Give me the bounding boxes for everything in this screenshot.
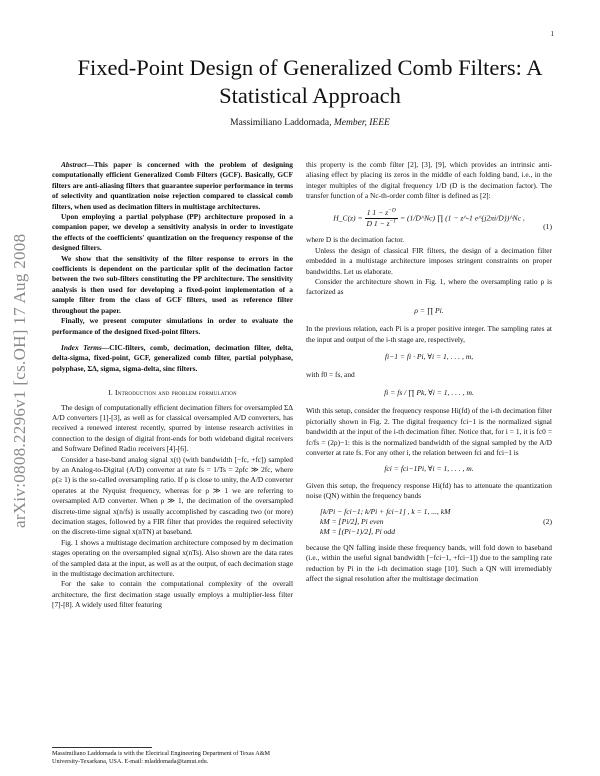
right-paragraph-9: because the QN falling inside these frequency bands, will fold down to baseband (i.e., within the useful signal bandwidth [−fci−1, +fci−1]) due to the sampling rate reduction by Pi in the i-th decimation stage [10]. Such a QN will irremediably affect the signal resolution after the multistage decimation — [306, 542, 552, 583]
right-paragraph-1: this property is the comb filter [2], [3], [9], which provides an intrinsic anti-aliasing effect by placing its zeros in the middle of each folding band, i.e., in the integer multiples of the digital frequency 1/D (D is the decimation factor). The transfer function of a Nc-th-order comb filter is defined as [2]: — [306, 160, 552, 201]
right-column — [306, 160, 552, 584]
intro-paragraph-1: The design of computationally efficient decimation filters for oversampled ΣΔ A/D converters [1]-[3], as well as for classical oversampled A/D converters, has received a renewed interest recently, spurred by intense research activities in connection to the design of digital front-ends for both wideband digital receivers and Software Defined Radio receivers [4]-[6]. — [52, 402, 293, 454]
abstract-paragraph-4: Finally, we present computer simulations in order to evaluate the performance of the designed fixed-point filters. — [52, 316, 293, 336]
paper-title: Fixed-Point Design of Generalized Comb Filters: A Statistical Approach — [77, 55, 543, 108]
equation-fc: fci = fci−1Pi, ∀i = 1, . . . , m. — [384, 464, 474, 474]
equation-rho: ρ = ∏ Pi. — [414, 305, 444, 315]
intro-paragraph-3: Fig. 1 shows a multistage decimation architecture composed by m decimation stages operating on the oversampled signal x(nTs). Also shown are the data rates of the sampled data at the input, as well as at the output, of each decimation stage in the multistage decimation architecture. — [52, 537, 293, 579]
author-line — [40, 118, 580, 128]
equation-1-number: (1) — [543, 221, 552, 231]
equation-fi: fi = fs / ∏ Pk, ∀i = 1, . . . , m. — [384, 387, 474, 397]
footnote: Massimiliano Laddomada is with the Electrical Engineering Department of Texas A&M University-Texarkana, USA. E-mail: mladdomada@tamut.edu. — [52, 750, 271, 765]
right-paragraph-5: In the previous relation, each Pi is a proper positive integer. The sampling rates at the input and output of the i-th stage are, respectively, — [306, 324, 552, 344]
index-terms-label: Index Terms — [61, 342, 102, 352]
intro-paragraph-4: For the sake to contain the computational complexity of the overall architecture, the first decimation stage usually employs a multiplier-less filter [7]-[8]. A widely used filter featuring — [52, 579, 293, 610]
equation-2 — [306, 507, 552, 538]
abstract-paragraph-2: Upon employing a partial polyphase (PP) architecture proposed in a companion paper, we develop a sensitivity analysis in order to investigate the effects of the coefficients' quantization on the frequency response of the designed filters. — [52, 212, 293, 253]
author-role: Member, IEEE — [333, 118, 390, 128]
equation-1-fraction: $\frac{1 1 - z^{-D}}{D 1 - z^{-1}}$ — [366, 207, 397, 229]
right-paragraph-6: with f0 = fs, and — [306, 369, 355, 379]
equation-2-line-1: [k/Pi − fci−1; k/Pi + fci−1] , k = 1, ..., kM — [320, 506, 451, 516]
equation-rates: fi−1 = fi · Pi, ∀i = 1, . . . , m, — [384, 352, 474, 362]
section-heading: I. Introduction and problem formulation — [108, 388, 237, 398]
abstract-paragraph-3: We show that the sensitivity of the filter response to errors in the coefficients is dependent on the particular split of the decimation factor between the two sub-filters constituting the PP architecture. The sensitivity analysis is then used for developing a fixed-point implementation of a sample filter from the class of GCF filters, used as reference filter throughout the paper. — [52, 253, 293, 315]
right-paragraph-3: Unless the design of classical FIR filters, the design of a decimation filter embedded in a multistage architecture imposes stringent constraints on proper bandwidths. Let us elaborate. — [306, 245, 552, 276]
right-paragraph-4: Consider the architecture shown in Fig. 1, where the oversampling ratio ρ is factorized as — [306, 277, 552, 297]
right-paragraph-8: Given this setup, the frequency response Hi(fd) has to attenuate the quantization noise (QN) within the frequency bands — [306, 480, 552, 501]
equation-2-line-3: kM = ⌊(Pi−1)/2⌋, Pi odd — [320, 527, 396, 537]
intro-paragraph-2: Consider a base-band analog signal x(t) (with bandwidth [−fc, +fc]) sampled by an Analog-to-Digital (A/D) converter at rate fs = 1/Ts = 2ρfc ≫ 2fc, where ρ(≥ 1) is the so-called oversampling ratio. If ρ is close to unity, the A/D converter operates at the Nyquist frequency, whereas for ρ ≫ 1 we are referring to oversampled A/D converter. When ρ ≫ 1, the decimation of the oversampled discrete-time signal x(n/fs) is usually accomplished by cascading two (or more) decimation stages, followed by a FIR filter that provides the required selectivity on the discrete-time signal x(nTN) at baseband. — [52, 454, 293, 537]
author-name: Massimiliano Laddomada, — [230, 118, 334, 128]
index-terms — [52, 343, 293, 374]
equation-1-lhs: H_C(z) = — [333, 213, 365, 223]
index-terms-text: —CIC-filters, comb, decimation, decimation filter, delta, delta-sigma, fixed-point, GCF, generalized comb filter, partial polyphase, polyphase, ΣΔ, sigma, sigma-delta, sinc filters. — [52, 342, 294, 373]
footnote-rule — [52, 747, 152, 748]
page-number: 1 — [550, 30, 554, 38]
abstract-paragraph — [52, 160, 293, 212]
abstract-label: Abstract — [61, 160, 87, 169]
left-column — [52, 160, 293, 611]
equation-2-number: (2) — [543, 516, 552, 526]
equation-1 — [306, 208, 552, 230]
equation-2-line-2: kM = ⌊Pi/2⌋, Pi even — [320, 516, 384, 526]
abstract-text: —This paper is concerned with the problem of designing computationally efficient Generalized Comb Filters (GCF). Basically, GCF filters are anti-aliasing filters that guarantee superior performance in terms of selectivity and quantization noise rejection compared to classical comb filters, when used as decimation filters in multistage architectures. — [52, 160, 293, 211]
arxiv-sidebar-id: arXiv:0808.2296v1 [cs.OH] 17 Aug 2008 — [10, 233, 29, 528]
equation-1-rhs: = (1/D^Nc) ∏ (1 − z^-1 e^{j2πi/D})^Nc , — [399, 213, 525, 223]
right-paragraph-7: With this setup, consider the frequency response Hi(fd) of the i-th decimation filter pictorially shown in Fig. 2. The digital frequency fci−1 is the normalized signal bandwidth at the input of the i-th decimation filter. Notice that, for i = 1, it is fc0 = fc/fs = (2ρ)−1: this is the normalized bandwidth of the signal sampled by the A/D converter at rate fs. For any other i, the relation between fci and fci−1 is — [306, 406, 552, 457]
right-paragraph-2: where D is the decimation factor. — [306, 235, 405, 245]
